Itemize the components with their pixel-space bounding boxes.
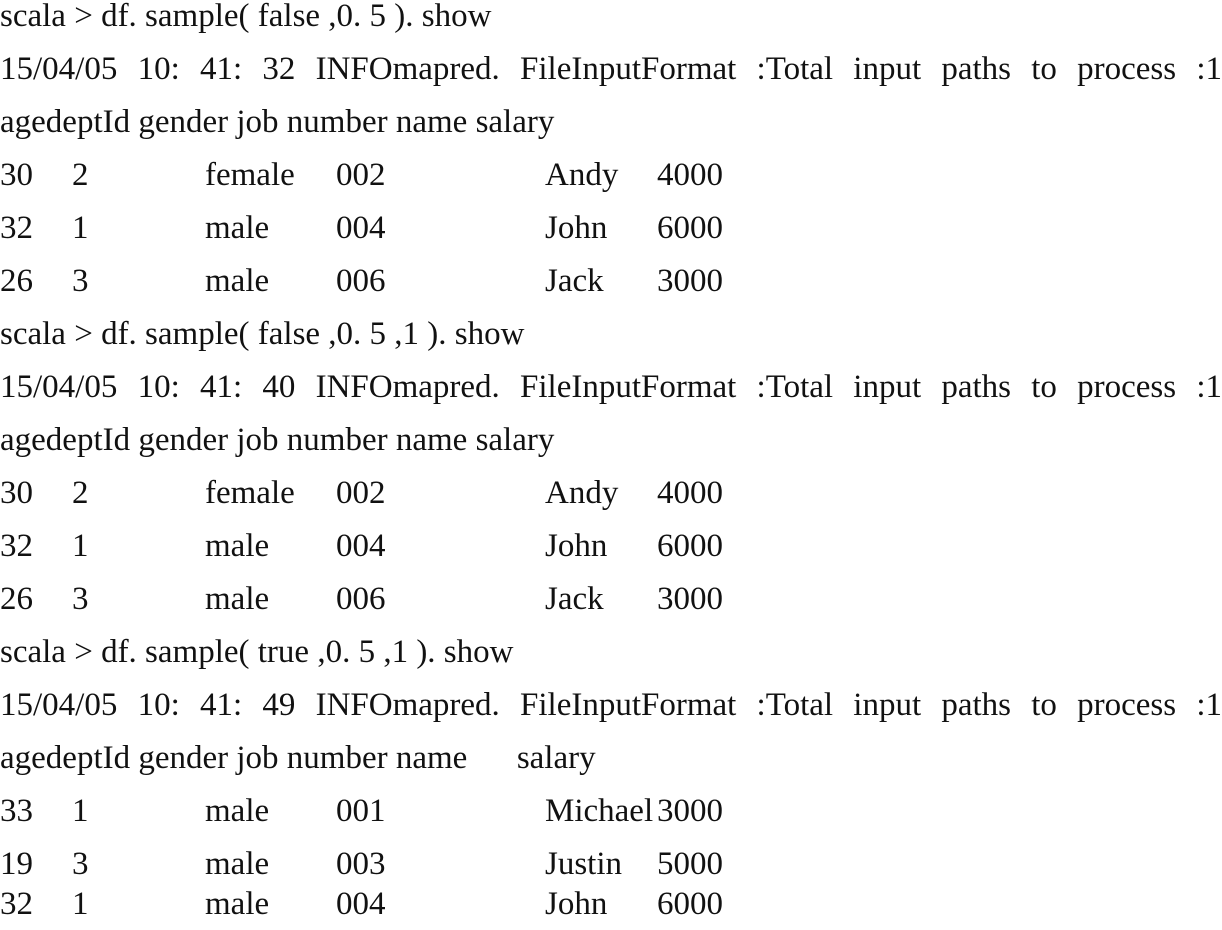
dept-cell: 1 <box>72 210 89 246</box>
gender-cell: male <box>205 528 270 564</box>
salary-cell: 6000 <box>657 886 723 922</box>
salary-cell: 3000 <box>657 263 723 299</box>
salary-cell: 5000 <box>657 846 723 882</box>
number-cell: 003 <box>336 846 386 882</box>
dept-cell: 3 <box>72 263 89 299</box>
name-cell: Andy <box>545 157 619 193</box>
age-cell: 19 <box>0 846 33 882</box>
number-cell: 004 <box>336 528 386 564</box>
dept-cell: 3 <box>72 846 89 882</box>
name-cell: Michael <box>545 793 654 829</box>
salary-cell: 3000 <box>657 581 723 617</box>
number-cell: 002 <box>336 157 386 193</box>
dept-cell: 2 <box>72 475 89 511</box>
number-cell: 004 <box>336 886 386 922</box>
salary-cell: 3000 <box>657 793 723 829</box>
log-line: 15/04/05 10: 41: 32 INFOmapred. FileInputFormat :Total input paths to process :1 <box>0 51 1222 87</box>
table-header: agedeptId gender job number name salary <box>0 422 555 458</box>
log-line: 15/04/05 10: 41: 49 INFOmapred. FileInputFormat :Total input paths to process :1 <box>0 687 1222 723</box>
name-cell: Jack <box>545 263 604 299</box>
number-cell: 001 <box>336 793 386 829</box>
gender-cell: male <box>205 263 270 299</box>
dept-cell: 1 <box>72 528 89 564</box>
gender-cell: female <box>205 475 295 511</box>
salary-cell: 6000 <box>657 210 723 246</box>
name-cell: John <box>545 528 608 564</box>
dept-cell: 1 <box>72 793 89 829</box>
name-cell: John <box>545 210 608 246</box>
salary-cell: 4000 <box>657 475 723 511</box>
number-cell: 006 <box>336 263 386 299</box>
age-cell: 32 <box>0 886 33 922</box>
salary-cell: 4000 <box>657 157 723 193</box>
gender-cell: male <box>205 793 270 829</box>
age-cell: 32 <box>0 210 33 246</box>
command-line: scala > df. sample( false ,0. 5 ). show <box>0 0 492 34</box>
gender-cell: female <box>205 157 295 193</box>
age-cell: 32 <box>0 528 33 564</box>
command-line: scala > df. sample( false ,0. 5 ,1 ). show <box>0 316 525 352</box>
number-cell: 004 <box>336 210 386 246</box>
number-cell: 002 <box>336 475 386 511</box>
dept-cell: 1 <box>72 886 89 922</box>
dept-cell: 2 <box>72 157 89 193</box>
table-header: agedeptId gender job number name salary <box>0 740 596 776</box>
gender-cell: male <box>205 581 270 617</box>
gender-cell: male <box>205 886 270 922</box>
salary-cell: 6000 <box>657 528 723 564</box>
name-cell: Andy <box>545 475 619 511</box>
age-cell: 30 <box>0 157 33 193</box>
name-cell: John <box>545 886 608 922</box>
age-cell: 30 <box>0 475 33 511</box>
age-cell: 26 <box>0 581 33 617</box>
number-cell: 006 <box>336 581 386 617</box>
gender-cell: male <box>205 846 270 882</box>
log-line: 15/04/05 10: 41: 40 INFOmapred. FileInputFormat :Total input paths to process :1 <box>0 369 1222 405</box>
name-cell: Jack <box>545 581 604 617</box>
age-cell: 33 <box>0 793 33 829</box>
table-header: agedeptId gender job number name salary <box>0 104 555 140</box>
command-line: scala > df. sample( true ,0. 5 ,1 ). show <box>0 634 514 670</box>
gender-cell: male <box>205 210 270 246</box>
dept-cell: 3 <box>72 581 89 617</box>
age-cell: 26 <box>0 263 33 299</box>
name-cell: Justin <box>545 846 623 882</box>
